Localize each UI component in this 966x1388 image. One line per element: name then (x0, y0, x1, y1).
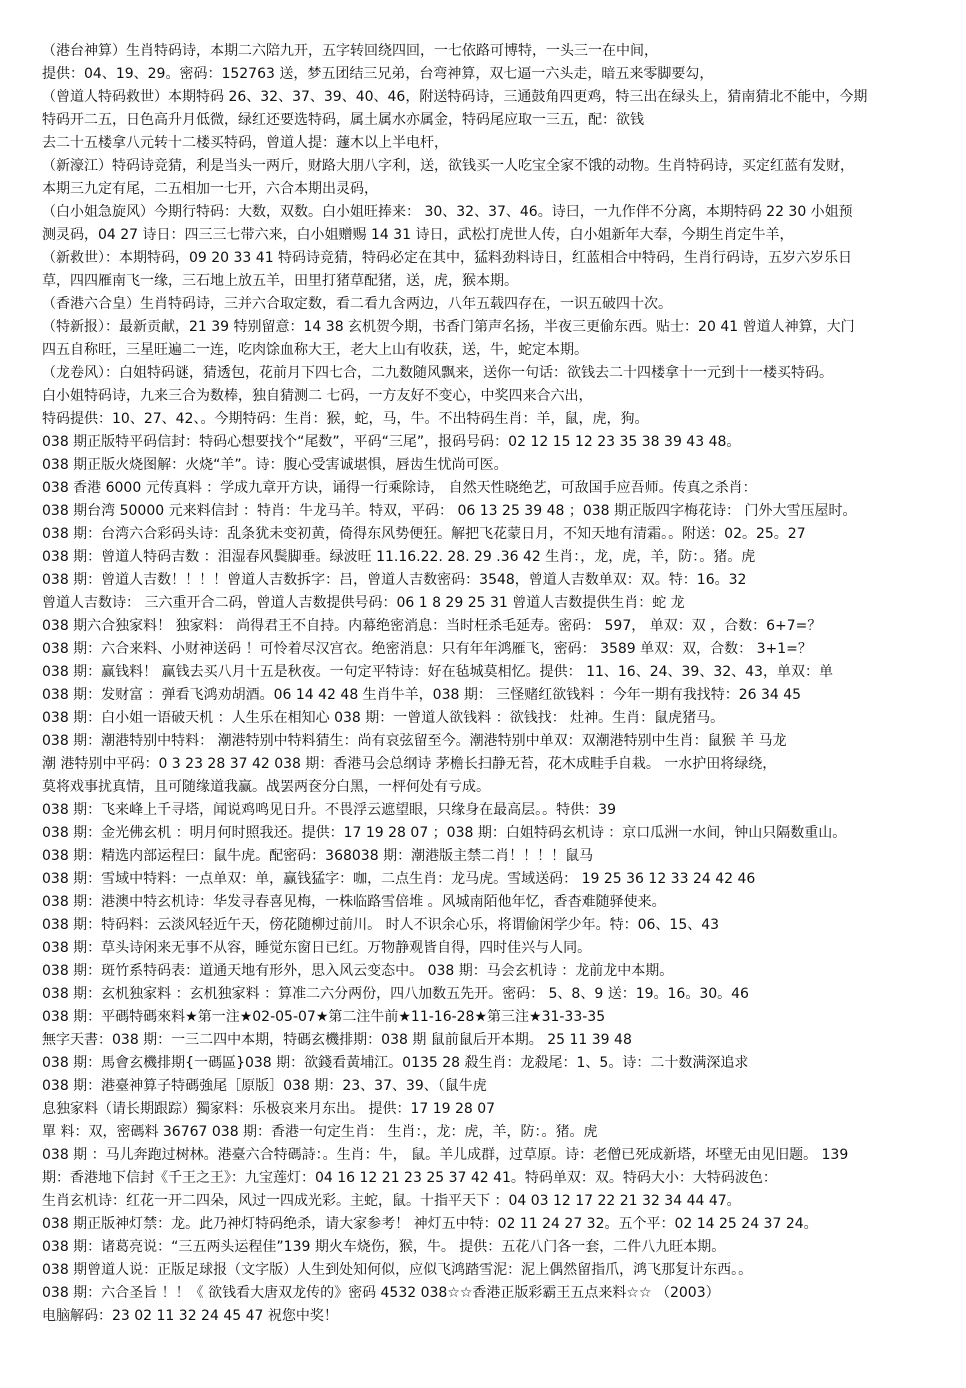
text-line: （特新报）：最新贡献，21 39 特别留意：14 38 玄机贺今期，书香门第声名扬，半夜三更偷东西。贴士：20 41 曾道人神算，大门 (42, 319, 855, 335)
text-line: 038 期：馬會玄機排期{一碼區}038 期：欲錢看黃埔江。0135 28 殺生肖：龙殺尾：1、5。诗：二十数满深追求 (42, 1055, 749, 1071)
text-line: 038 期：白小姐一语破天机 ：人生乐在相知心 038 期：一曾道人欲钱料 ：欲钱找： 灶神。生肖：鼠虎猪马。 (42, 710, 725, 726)
text-line: 038 期：草头诗闲来无事不从容，睡觉东窗日已红。万物静观皆自得，四时佳兴与人同。 (42, 940, 592, 956)
text-line: 潮 港特别中平码：0 3 23 28 37 42 038 期：香港马会总纲诗 茅檐长扫静无苔，花木成畦手自栽。 一水护田将绿绕， (42, 756, 777, 772)
text-line: 038 香港 6000 元传真料 ：学成九章开方诀，诵得一行乘除诗， 自然天性晓绝艺，可敌国手应吾师。传真之杀肖： (42, 480, 757, 496)
text-line: 038 期：港臺神算子特碼強尾［原版］038 期：23、37、39、（鼠牛虎 (42, 1078, 487, 1094)
text-line: 038 期：精选内部运程曰：鼠牛虎。配密码：368038 期：潮港版主禁二肖！！！！鼠马 (42, 848, 594, 864)
text-line: 038 期：发财富 ：弹看飞鸿劝胡酒。06 14 42 48 生肖牛羊，038 期： 三怪赌红欲钱料 ：今年一期有我找特：26 34 45 (42, 687, 802, 703)
text-line: 038 期：金光佛玄机 ：明月何时照我还。提供：17 19 28 07 ；038 期：白姐特码玄机诗 ：京口瓜洲一水间，钟山只隔数重山。 (42, 825, 847, 841)
text-line: 提供：04、19、29。密码：152763 送，梦五团结三兄弟，台弯神算，双七逼一六头走，暗五来零脚要勾， (42, 66, 714, 82)
text-line: 生肖玄机诗：红花一开二四朵，风过一四成光彩。主蛇，鼠。十指平天下 ：04 03 12 17 22 21 32 34 44 47。 (42, 1193, 741, 1209)
text-line: 038 期：特码料：云淡风轻近午天，傍花随柳过前川。 时人不识余心乐，将谓偷闲学少年。特：06、15、43 (42, 917, 720, 933)
text-line: 特码开二五，日色高升月低微，绿红还要选特码，属土属水亦属金，特码尾应取一三五，配：欲钱 (42, 112, 644, 128)
text-line: 息独家料（请长期跟踪）獨家料：乐极哀来月东出。 提供：17 19 28 07 (42, 1101, 496, 1117)
text-line: 單 料：双，密碼料 36767 038 期：香港一句定生肖： 生肖：，龙：虎，羊，防：。猪。虎 (42, 1124, 598, 1140)
text-line: （曾道人特码救世）本期特码 26、32、37、39、40、46，附送特码诗，三通鼓角四更鸡，特三出在绿头上，猜南猜北不能中，今期 (42, 89, 868, 105)
text-line: 無字天書：038 期：一三二四中本期，特碼玄機排期：038 期 鼠前鼠后开本期。 25 11 39 48 (42, 1032, 632, 1048)
text-line: 四五自称旺，三星旺遍二一连，吃肉馀血称大王，老大上山有收获，送，牛，蛇定本期。 (42, 342, 588, 358)
text-line: （龙卷风）：白姐特码谜，猜透包，花前月下四七合，二九数随风飘来，送你一句话：欲钱去二十四楼拿十一元到十一楼买特码。 (42, 365, 833, 381)
text-line: 038 期：曾道人特码吉数 ：泪湿春风鬓脚垂。绿波旺 11.16.22. 28. 29 .36 42 生肖：，龙，虎，羊，防：。猪。虎 (42, 549, 756, 565)
text-line: 038 期 ：马儿奔跑过树林。港臺六合特碼詩：。生肖：牛， 鼠。羊儿成群，过草原。诗：老僧已死成新塔，坏壁无由见旧题。 139 (42, 1147, 849, 1163)
text-line: 测灵码，04 27 诗日：四三三七带六来，白小姐赠赐 14 31 诗日，武松打虎世人传，白小姐新年大奉，今期生肖定牛羊， (42, 227, 794, 243)
text-line: 038 期：港澳中特玄机诗：华发寻春喜见梅，一株临路雪倍堆 。风城南陌他年忆，香杳难随驿使来。 (42, 894, 666, 910)
text-line: （香港六合皇）生肖特码诗，三并六合取定数，看二看九含两边，八年五载四存在，一识五破四十次。 (42, 296, 672, 312)
text-line: 草，四四雁南飞一缘，三石地上放五羊，田里打猪草配猪，送，虎，猴本期。 (42, 273, 518, 289)
text-line: 038 期：潮港特别中特料： 潮港特别中特料猜生：尚有哀弦留至今。潮港特别中单双：双潮港特别中生肖：鼠猴 羊 马龙 (42, 733, 787, 749)
text-line: 038 期：台湾六合彩码头诗：乱条犹未变初黄，倚得东风势便狂。解把飞花蒙日月，不知天地有清霜。。附送：02。25。27 (42, 526, 806, 542)
text-line: 期：香港地下信封《千王之王》：九宝莲灯：04 16 12 21 23 25 37 42 41。特码单双：双。特码大小：大特码波色： (42, 1170, 777, 1186)
text-line: 038 期：平碼特碼來料★第一注★02-05-07★第二注牛前★11-16-28★第三注★31-33-35 (42, 1009, 606, 1025)
text-line: 038 期曾道人说：正版足球报（文字版）人生到处知何似，应似飞鸿踏雪泥：泥上偶然留指爪，鸿飞那复计东西。。 (42, 1262, 753, 1278)
text-line: 曾道人吉数诗： 三六重开合二码，曾道人吉数提供号码：06 1 8 29 25 31 曾道人吉数提供生肖：蛇 龙 (42, 595, 685, 611)
text-line: 038 期：飞来峰上千寻塔，闻说鸡鸣见日升。不畏浮云遮望眼，只缘身在最高层。。特供：39 (42, 802, 616, 818)
text-line: 038 期：雪域中特料：一点单双：单，赢钱猛字：咖，二点生肖：龙马虎。雪域送码： 19 25 36 12 33 24 42 46 (42, 871, 756, 887)
text-line: 038 期正版神灯禁：龙。此乃神灯特码绝杀，请大家参考！ 神灯五中特：02 11 24 27 32。五个平：02 14 25 24 37 24。 (42, 1216, 818, 1232)
text-line: 莫将戏事扰真情，且可随缘道我赢。战罢两奁分白黑，一枰何处有亏成。 (42, 779, 490, 795)
text-line: （白小姐急旋风）今期行特码：大数，双数。白小姐旺捧来： 30、32、37、46。诗曰，一九作伴不分离，本期特码 22 30 小姐预 (42, 204, 853, 220)
text-line: （新救世）：本期特码，09 20 33 41 特码诗竞猜，特码必定在其中，猛料劲料诗日，红蓝相合中特码，生肖行码诗，五岁六岁乐日 (42, 250, 853, 266)
text-line: 038 期正版特平码信封：特码心想要找个“尾数”，平码“三尾”，报码号码：02 12 15 12 23 35 38 39 43 48。 (42, 434, 741, 450)
text-line: 本期三九定有尾，二五相加一七开，六合本期出灵码， (42, 181, 378, 197)
text-line: 特码提供：10、27、42、。今期特码：生肖：猴，蛇，马，牛。不出特码生肖：羊，鼠，虎，狗。 (42, 411, 649, 427)
text-line: 038 期：赢钱料！ 赢钱去买八月十五是秋夜。一句定平特诗：好在毡城莫相忆。提供： 11、16、24、39、32、43，单双：单 (42, 664, 833, 680)
text-line: 白小姐特码诗，九来三合为数棒，独自猜测二 七码，一方友好不变心，中奖四来合六出， (42, 388, 593, 404)
text-line: 电脑解码：23 02 11 32 24 45 47 祝您中奖！ (42, 1308, 338, 1324)
text-line: 038 期：玄机独家料 ：玄机独家料 ：算准二六分两份，四八加数五先开。密码： 5、8、9 送：19。16。30。46 (42, 986, 749, 1002)
text-line: 038 期正版火烧图解：火烧“羊”。诗：腹心受害诚堪惧，唇齿生忧尚可医。 (42, 457, 508, 473)
text-line: 038 期：六合来料、小财神送码 ！可怜着尽汉宫衣。绝密消息：只有年年鸿雁飞，密码： 3589 单双：双，合数： 3+1=？ (42, 641, 812, 657)
text-line: 038 期台湾 50000 元来料信封 ：特肖：牛龙马羊。特双，平码： 06 13 25 39 48 ；038 期正版四字梅花诗： 门外大雪压屋时。 (42, 503, 857, 519)
text-line: （新濠江）特码诗竞猜，利是当头一两斤，财路大朋八字利，送，欲钱买一人吃宝全家不饿的动物。生肖特码诗，买定红蓝有发财， (42, 158, 854, 174)
text-line: 038 期：曾道人吉数！！！！曾道人吉数拆字：吕，曾道人吉数密码：3548，曾道人吉数单双：双。特：16。32 (42, 572, 747, 588)
text-line: 038 期：六合圣旨 ！！《 欲钱看大唐双龙传的》密码 4532 038☆☆香港正版彩霸王五点来料☆☆ （2003） (42, 1285, 720, 1301)
text-line: 038 期六合独家料！ 独家料： 尚得君王不自持。内幕绝密消息：当时枉杀毛延寿。密码： 597， 单双：双 ，合数：6+7=？ (42, 618, 822, 634)
newsletter-text-block (42, 40, 946, 1378)
text-line: （港台神算）生肖特码诗，本期二六陪九开，五字转回绕四回，一七依路可博特，一头三一在中间， (42, 43, 658, 59)
text-line: 038 期：诸葛亮说：“三五两头运程佳”139 期火车烧伤，猴，牛。 提供：五花八门各一套，二件八九旺本期。 (42, 1239, 726, 1255)
text-line: 去二十五楼拿八元转十二楼买特码，曾道人提：蘧木以上半电杆， (42, 135, 448, 151)
text-line: 038 期：斑竹系特码表：道通天地有形外，思入风云变态中。 038 期：马会玄机诗 ：龙前龙中本期。 (42, 963, 674, 979)
